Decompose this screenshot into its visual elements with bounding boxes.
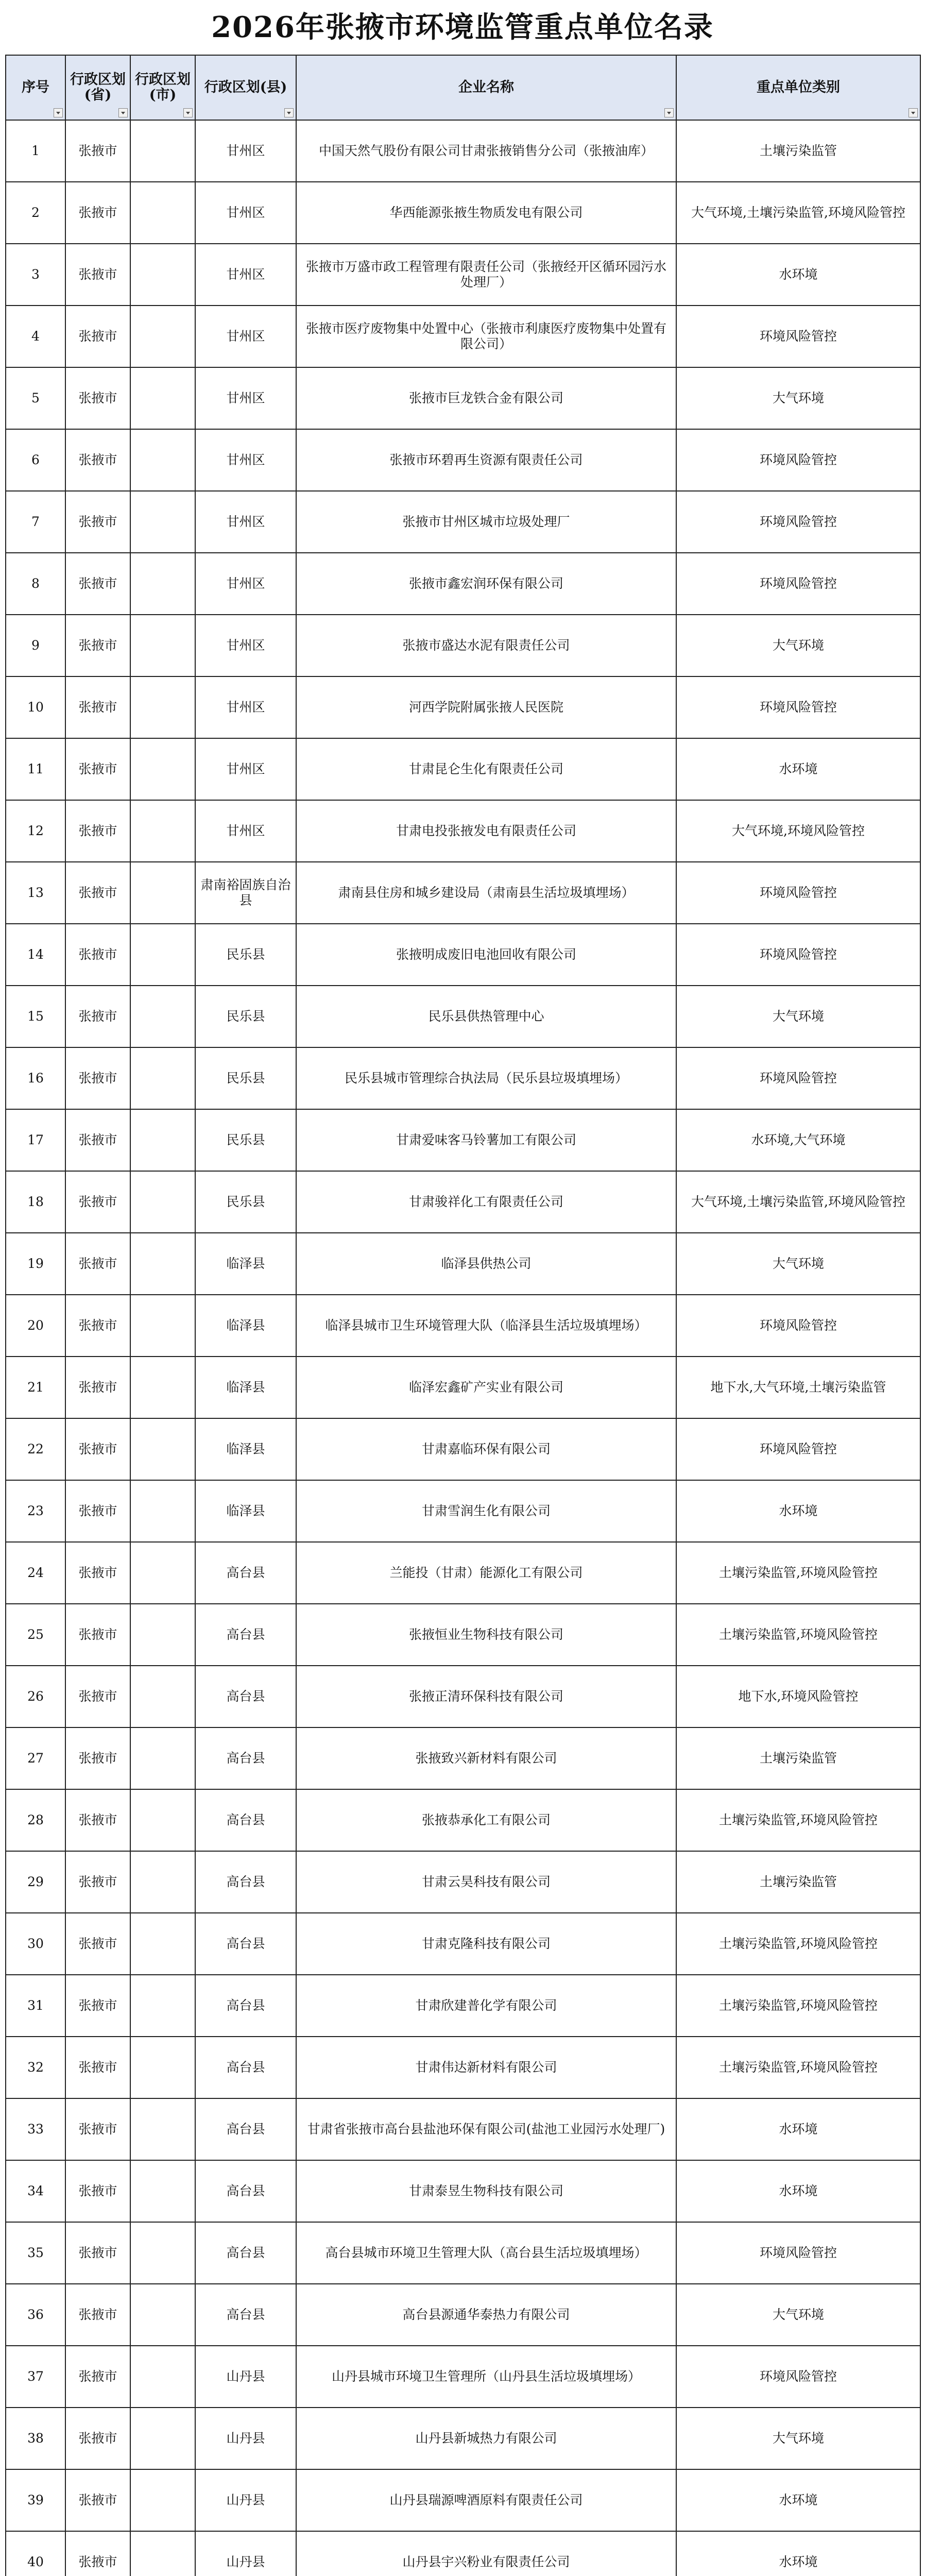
cell-county[interactable]: 甘州区 xyxy=(195,615,296,676)
cell-province[interactable]: 张掖市 xyxy=(65,1913,130,1975)
cell-province[interactable]: 张掖市 xyxy=(65,1295,130,1357)
cell-category[interactable]: 大气环境 xyxy=(676,986,920,1047)
cell-city[interactable] xyxy=(130,1171,195,1233)
cell-category[interactable]: 环境风险管控 xyxy=(676,553,920,615)
cell-city[interactable] xyxy=(130,1666,195,1727)
cell-no[interactable]: 16 xyxy=(6,1047,65,1109)
cell-city[interactable] xyxy=(130,2037,195,2098)
cell-category[interactable]: 土壤污染监管,环境风险管控 xyxy=(676,1789,920,1851)
cell-no[interactable]: 20 xyxy=(6,1295,65,1357)
cell-city[interactable] xyxy=(130,367,195,429)
cell-category[interactable]: 土壤污染监管 xyxy=(676,1727,920,1789)
cell-category[interactable]: 水环境 xyxy=(676,2160,920,2222)
cell-province[interactable]: 张掖市 xyxy=(65,2222,130,2284)
cell-category[interactable]: 土壤污染监管 xyxy=(676,120,920,182)
cell-no[interactable]: 27 xyxy=(6,1727,65,1789)
cell-no[interactable]: 40 xyxy=(6,2531,65,2576)
cell-county[interactable]: 民乐县 xyxy=(195,1047,296,1109)
cell-no[interactable]: 26 xyxy=(6,1666,65,1727)
table-row xyxy=(6,2098,920,2160)
table-row xyxy=(6,367,920,429)
cell-city[interactable] xyxy=(130,2284,195,2346)
cell-company[interactable]: 中国天然气股份有限公司甘肃张掖销售分公司（张掖油库） xyxy=(296,120,676,182)
cell-province[interactable]: 张掖市 xyxy=(65,986,130,1047)
cell-county[interactable]: 甘州区 xyxy=(195,367,296,429)
cell-no[interactable]: 13 xyxy=(6,862,65,924)
cell-county[interactable]: 高台县 xyxy=(195,1727,296,1789)
cell-company[interactable]: 民乐县城市管理综合执法局（民乐县垃圾填埋场） xyxy=(296,1047,676,1109)
table-row xyxy=(6,2408,920,2469)
cell-county[interactable]: 甘州区 xyxy=(195,676,296,738)
cell-category[interactable]: 水环境 xyxy=(676,2469,920,2531)
cell-province[interactable]: 张掖市 xyxy=(65,367,130,429)
filter-dropdown-icon[interactable] xyxy=(54,108,63,117)
cell-province[interactable]: 张掖市 xyxy=(65,924,130,986)
cell-province[interactable]: 张掖市 xyxy=(65,1233,130,1295)
cell-city[interactable] xyxy=(130,182,195,244)
cell-province[interactable]: 张掖市 xyxy=(65,2346,130,2408)
cell-county[interactable]: 高台县 xyxy=(195,2284,296,2346)
cell-company[interactable]: 张掖市万盛市政工程管理有限责任公司（张掖经开区循环园污水处理厂） xyxy=(296,244,676,306)
header-company[interactable]: 企业名称 xyxy=(296,55,676,120)
cell-category[interactable]: 大气环境,环境风险管控 xyxy=(676,800,920,862)
cell-county[interactable]: 甘州区 xyxy=(195,120,296,182)
cell-category[interactable]: 水环境 xyxy=(676,2531,920,2576)
filter-dropdown-icon[interactable] xyxy=(909,108,918,117)
table-row xyxy=(6,1233,920,1295)
cell-company[interactable]: 临泽县城市卫生环境管理大队（临泽县生活垃圾填埋场） xyxy=(296,1295,676,1357)
cell-no[interactable]: 2 xyxy=(6,182,65,244)
cell-no[interactable]: 15 xyxy=(6,986,65,1047)
cell-category[interactable]: 土壤污染监管,环境风险管控 xyxy=(676,1542,920,1604)
table-row xyxy=(6,738,920,800)
cell-city[interactable] xyxy=(130,1295,195,1357)
cell-city[interactable] xyxy=(130,553,195,615)
header-no[interactable]: 序号 xyxy=(6,55,65,120)
table-row xyxy=(6,2037,920,2098)
cell-company[interactable]: 甘肃欣建普化学有限公司 xyxy=(296,1975,676,2037)
table-row xyxy=(6,244,920,306)
cell-county[interactable]: 民乐县 xyxy=(195,986,296,1047)
cell-city[interactable] xyxy=(130,1542,195,1604)
cell-county[interactable]: 肃南裕固族自治县 xyxy=(195,862,296,924)
cell-category[interactable]: 大气环境,土壤污染监管,环境风险管控 xyxy=(676,182,920,244)
cell-province[interactable]: 张掖市 xyxy=(65,1418,130,1480)
cell-province[interactable]: 张掖市 xyxy=(65,491,130,553)
table-body xyxy=(6,120,920,2576)
cell-province[interactable]: 张掖市 xyxy=(65,1604,130,1666)
cell-county[interactable]: 山丹县 xyxy=(195,2408,296,2469)
table-row xyxy=(6,1666,920,1727)
cell-category[interactable]: 环境风险管控 xyxy=(676,491,920,553)
cell-city[interactable] xyxy=(130,862,195,924)
cell-province[interactable]: 张掖市 xyxy=(65,1975,130,2037)
cell-county[interactable]: 甘州区 xyxy=(195,306,296,367)
table-row xyxy=(6,1913,920,1975)
table-row xyxy=(6,182,920,244)
cell-company[interactable]: 肃南县住房和城乡建设局（肃南县生活垃圾填埋场） xyxy=(296,862,676,924)
cell-no[interactable]: 7 xyxy=(6,491,65,553)
cell-category[interactable]: 环境风险管控 xyxy=(676,1295,920,1357)
cell-city[interactable] xyxy=(130,615,195,676)
cell-city[interactable] xyxy=(130,120,195,182)
filter-dropdown-icon[interactable] xyxy=(284,108,294,117)
cell-county[interactable]: 高台县 xyxy=(195,2098,296,2160)
table-row xyxy=(6,862,920,924)
header-county[interactable]: 行政区划(县) xyxy=(195,55,296,120)
cell-county[interactable]: 高台县 xyxy=(195,1975,296,2037)
cell-company[interactable]: 甘肃泰昱生物科技有限公司 xyxy=(296,2160,676,2222)
cell-no[interactable]: 25 xyxy=(6,1604,65,1666)
cell-company[interactable]: 华西能源张掖生物质发电有限公司 xyxy=(296,182,676,244)
table-row xyxy=(6,2469,920,2531)
cell-no[interactable]: 3 xyxy=(6,244,65,306)
cell-category[interactable]: 土壤污染监管,环境风险管控 xyxy=(676,1604,920,1666)
table-row xyxy=(6,1171,920,1233)
header-city[interactable]: 行政区划(市) xyxy=(130,55,195,120)
cell-county[interactable]: 甘州区 xyxy=(195,244,296,306)
cell-company[interactable]: 张掖市巨龙铁合金有限公司 xyxy=(296,367,676,429)
cell-city[interactable] xyxy=(130,306,195,367)
cell-province[interactable]: 张掖市 xyxy=(65,553,130,615)
cell-category[interactable]: 环境风险管控 xyxy=(676,924,920,986)
cell-city[interactable] xyxy=(130,1418,195,1480)
cell-no[interactable]: 33 xyxy=(6,2098,65,2160)
cell-city[interactable] xyxy=(130,1233,195,1295)
cell-county[interactable]: 山丹县 xyxy=(195,2346,296,2408)
cell-city[interactable] xyxy=(130,800,195,862)
cell-no[interactable]: 12 xyxy=(6,800,65,862)
cell-city[interactable] xyxy=(130,2531,195,2576)
cell-category[interactable]: 环境风险管控 xyxy=(676,676,920,738)
cell-province[interactable]: 张掖市 xyxy=(65,1047,130,1109)
cell-city[interactable] xyxy=(130,1604,195,1666)
table-row xyxy=(6,1542,920,1604)
cell-county[interactable]: 山丹县 xyxy=(195,2469,296,2531)
cell-category[interactable]: 环境风险管控 xyxy=(676,429,920,491)
cell-county[interactable]: 甘州区 xyxy=(195,491,296,553)
cell-no[interactable]: 1 xyxy=(6,120,65,182)
cell-city[interactable] xyxy=(130,1727,195,1789)
cell-company[interactable]: 张掖恭承化工有限公司 xyxy=(296,1789,676,1851)
header-category[interactable]: 重点单位类别 xyxy=(676,55,920,120)
cell-category[interactable]: 地下水,环境风险管控 xyxy=(676,1666,920,1727)
cell-county[interactable]: 高台县 xyxy=(195,2037,296,2098)
cell-province[interactable]: 张掖市 xyxy=(65,676,130,738)
cell-category[interactable]: 环境风险管控 xyxy=(676,862,920,924)
cell-city[interactable] xyxy=(130,2408,195,2469)
cell-city[interactable] xyxy=(130,1913,195,1975)
cell-county[interactable]: 高台县 xyxy=(195,1789,296,1851)
cell-city[interactable] xyxy=(130,491,195,553)
cell-city[interactable] xyxy=(130,1975,195,2037)
cell-category[interactable]: 环境风险管控 xyxy=(676,306,920,367)
cell-company[interactable]: 张掖明成废旧电池回收有限公司 xyxy=(296,924,676,986)
cell-city[interactable] xyxy=(130,244,195,306)
table-row xyxy=(6,1357,920,1418)
cell-no[interactable]: 24 xyxy=(6,1542,65,1604)
table-row xyxy=(6,553,920,615)
cell-company[interactable]: 兰能投（甘肃）能源化工有限公司 xyxy=(296,1542,676,1604)
cell-no[interactable]: 39 xyxy=(6,2469,65,2531)
cell-category[interactable]: 环境风险管控 xyxy=(676,2346,920,2408)
cell-county[interactable]: 临泽县 xyxy=(195,1480,296,1542)
cell-company[interactable]: 民乐县供热管理中心 xyxy=(296,986,676,1047)
cell-company[interactable]: 高台县城市环境卫生管理大队（高台县生活垃圾填埋场） xyxy=(296,2222,676,2284)
cell-province[interactable]: 张掖市 xyxy=(65,1542,130,1604)
table-row xyxy=(6,2531,920,2576)
cell-no[interactable]: 30 xyxy=(6,1913,65,1975)
cell-city[interactable] xyxy=(130,1109,195,1171)
cell-city[interactable] xyxy=(130,1357,195,1418)
cell-company[interactable]: 甘肃伟达新材料有限公司 xyxy=(296,2037,676,2098)
cell-company[interactable]: 张掖致兴新材料有限公司 xyxy=(296,1727,676,1789)
table-row xyxy=(6,429,920,491)
table-row xyxy=(6,1418,920,1480)
cell-county[interactable]: 民乐县 xyxy=(195,924,296,986)
cell-company[interactable]: 临泽宏鑫矿产实业有限公司 xyxy=(296,1357,676,1418)
table-row xyxy=(6,120,920,182)
cell-no[interactable]: 9 xyxy=(6,615,65,676)
cell-province[interactable]: 张掖市 xyxy=(65,120,130,182)
cell-category[interactable]: 水环境 xyxy=(676,1480,920,1542)
cell-county[interactable]: 高台县 xyxy=(195,1604,296,1666)
cell-city[interactable] xyxy=(130,1480,195,1542)
cell-no[interactable]: 4 xyxy=(6,306,65,367)
filter-dropdown-icon[interactable] xyxy=(183,108,193,117)
cell-county[interactable]: 临泽县 xyxy=(195,1295,296,1357)
cell-city[interactable] xyxy=(130,1789,195,1851)
cell-city[interactable] xyxy=(130,738,195,800)
cell-county[interactable]: 甘州区 xyxy=(195,429,296,491)
cell-city[interactable] xyxy=(130,2222,195,2284)
cell-company[interactable]: 山丹县新城热力有限公司 xyxy=(296,2408,676,2469)
cell-company[interactable]: 甘肃雪润生化有限公司 xyxy=(296,1480,676,1542)
cell-category[interactable]: 大气环境 xyxy=(676,615,920,676)
table-row xyxy=(6,1851,920,1913)
cell-company[interactable]: 山丹县瑞源啤酒原料有限责任公司 xyxy=(296,2469,676,2531)
cell-company[interactable]: 甘肃电投张掖发电有限责任公司 xyxy=(296,800,676,862)
cell-province[interactable]: 张掖市 xyxy=(65,2284,130,2346)
table-row xyxy=(6,986,920,1047)
cell-city[interactable] xyxy=(130,2346,195,2408)
cell-province[interactable]: 张掖市 xyxy=(65,2098,130,2160)
cell-category[interactable]: 水环境 xyxy=(676,244,920,306)
cell-county[interactable]: 临泽县 xyxy=(195,1418,296,1480)
cell-company[interactable]: 甘肃克隆科技有限公司 xyxy=(296,1913,676,1975)
cell-province[interactable]: 张掖市 xyxy=(65,306,130,367)
cell-no[interactable]: 38 xyxy=(6,2408,65,2469)
cell-category[interactable]: 大气环境 xyxy=(676,1233,920,1295)
table-row xyxy=(6,615,920,676)
cell-province[interactable]: 张掖市 xyxy=(65,800,130,862)
cell-category[interactable]: 大气环境,土壤污染监管,环境风险管控 xyxy=(676,1171,920,1233)
cell-category[interactable]: 大气环境 xyxy=(676,2284,920,2346)
cell-county[interactable]: 高台县 xyxy=(195,1913,296,1975)
cell-company[interactable]: 张掖市环碧再生资源有限责任公司 xyxy=(296,429,676,491)
cell-province[interactable]: 张掖市 xyxy=(65,2469,130,2531)
cell-no[interactable]: 21 xyxy=(6,1357,65,1418)
cell-province[interactable]: 张掖市 xyxy=(65,2160,130,2222)
cell-no[interactable]: 32 xyxy=(6,2037,65,2098)
cell-province[interactable]: 张掖市 xyxy=(65,1357,130,1418)
cell-company[interactable]: 山丹县宇兴粉业有限责任公司 xyxy=(296,2531,676,2576)
table-row xyxy=(6,1047,920,1109)
cell-city[interactable] xyxy=(130,429,195,491)
table-row xyxy=(6,1295,920,1357)
cell-no[interactable]: 28 xyxy=(6,1789,65,1851)
table-row xyxy=(6,1789,920,1851)
cell-county[interactable]: 临泽县 xyxy=(195,1233,296,1295)
cell-no[interactable]: 5 xyxy=(6,367,65,429)
cell-county[interactable]: 甘州区 xyxy=(195,182,296,244)
cell-no[interactable]: 34 xyxy=(6,2160,65,2222)
cell-province[interactable]: 张掖市 xyxy=(65,1480,130,1542)
cell-province[interactable]: 张掖市 xyxy=(65,615,130,676)
cell-city[interactable] xyxy=(130,986,195,1047)
cell-category[interactable]: 水环境 xyxy=(676,738,920,800)
table-row xyxy=(6,676,920,738)
cell-province[interactable]: 张掖市 xyxy=(65,2037,130,2098)
table-row xyxy=(6,1727,920,1789)
cell-no[interactable]: 8 xyxy=(6,553,65,615)
cell-county[interactable]: 临泽县 xyxy=(195,1357,296,1418)
cell-company[interactable]: 甘肃爱味客马铃薯加工有限公司 xyxy=(296,1109,676,1171)
cell-category[interactable]: 水环境,大气环境 xyxy=(676,1109,920,1171)
cell-category[interactable]: 大气环境 xyxy=(676,2408,920,2469)
cell-city[interactable] xyxy=(130,1851,195,1913)
cell-company[interactable]: 甘肃骏祥化工有限责任公司 xyxy=(296,1171,676,1233)
cell-province[interactable]: 张掖市 xyxy=(65,2408,130,2469)
cell-company[interactable]: 张掖正清环保科技有限公司 xyxy=(296,1666,676,1727)
cell-category[interactable]: 环境风险管控 xyxy=(676,2222,920,2284)
cell-company[interactable]: 张掖市盛达水泥有限责任公司 xyxy=(296,615,676,676)
cell-city[interactable] xyxy=(130,676,195,738)
cell-company[interactable]: 张掖市医疗废物集中处置中心（张掖市利康医疗废物集中处置有限公司） xyxy=(296,306,676,367)
cell-no[interactable]: 36 xyxy=(6,2284,65,2346)
cell-county[interactable]: 甘州区 xyxy=(195,553,296,615)
filter-dropdown-icon[interactable] xyxy=(118,108,128,117)
cell-province[interactable]: 张掖市 xyxy=(65,244,130,306)
cell-province[interactable]: 张掖市 xyxy=(65,1727,130,1789)
cell-province[interactable]: 张掖市 xyxy=(65,1789,130,1851)
table-header-row xyxy=(6,55,920,120)
table-row xyxy=(6,1480,920,1542)
cell-no[interactable]: 37 xyxy=(6,2346,65,2408)
cell-province[interactable]: 张掖市 xyxy=(65,1109,130,1171)
cell-category[interactable]: 土壤污染监管,环境风险管控 xyxy=(676,2037,920,2098)
table-row xyxy=(6,1109,920,1171)
cell-category[interactable]: 地下水,大气环境,土壤污染监管 xyxy=(676,1357,920,1418)
table-row xyxy=(6,1975,920,2037)
cell-county[interactable]: 高台县 xyxy=(195,2160,296,2222)
cell-no[interactable]: 11 xyxy=(6,738,65,800)
table-row xyxy=(6,2222,920,2284)
table-row xyxy=(6,2284,920,2346)
cell-company[interactable]: 山丹县城市环境卫生管理所（山丹县生活垃圾填埋场） xyxy=(296,2346,676,2408)
cell-category[interactable]: 土壤污染监管 xyxy=(676,1851,920,1913)
cell-city[interactable] xyxy=(130,2469,195,2531)
table-row xyxy=(6,1604,920,1666)
cell-county[interactable]: 高台县 xyxy=(195,1851,296,1913)
table-row xyxy=(6,306,920,367)
cell-no[interactable]: 31 xyxy=(6,1975,65,2037)
table-row xyxy=(6,2160,920,2222)
cell-no[interactable]: 29 xyxy=(6,1851,65,1913)
cell-province[interactable]: 张掖市 xyxy=(65,2531,130,2576)
cell-province[interactable]: 张掖市 xyxy=(65,1171,130,1233)
cell-county[interactable]: 高台县 xyxy=(195,2222,296,2284)
table-row xyxy=(6,491,920,553)
cell-company[interactable]: 甘肃省张掖市高台县盐池环保有限公司(盐池工业园污水处理厂) xyxy=(296,2098,676,2160)
cell-county[interactable]: 甘州区 xyxy=(195,800,296,862)
cell-category[interactable]: 水环境 xyxy=(676,2098,920,2160)
cell-no[interactable]: 35 xyxy=(6,2222,65,2284)
cell-no[interactable]: 10 xyxy=(6,676,65,738)
cell-province[interactable]: 张掖市 xyxy=(65,182,130,244)
cell-county[interactable]: 甘州区 xyxy=(195,738,296,800)
cell-category[interactable]: 环境风险管控 xyxy=(676,1047,920,1109)
cell-county[interactable]: 山丹县 xyxy=(195,2531,296,2576)
cell-province[interactable]: 张掖市 xyxy=(65,1666,130,1727)
cell-province[interactable]: 张掖市 xyxy=(65,1851,130,1913)
cell-no[interactable]: 22 xyxy=(6,1418,65,1480)
table-row xyxy=(6,2346,920,2408)
cell-no[interactable]: 23 xyxy=(6,1480,65,1542)
cell-no[interactable]: 19 xyxy=(6,1233,65,1295)
cell-province[interactable]: 张掖市 xyxy=(65,738,130,800)
cell-city[interactable] xyxy=(130,924,195,986)
cell-city[interactable] xyxy=(130,1047,195,1109)
cell-company[interactable]: 张掖恒业生物科技有限公司 xyxy=(296,1604,676,1666)
cell-category[interactable]: 大气环境 xyxy=(676,367,920,429)
cell-category[interactable]: 土壤污染监管,环境风险管控 xyxy=(676,1975,920,2037)
cell-category[interactable]: 环境风险管控 xyxy=(676,1418,920,1480)
cell-city[interactable] xyxy=(130,2098,195,2160)
cell-company[interactable]: 临泽县供热公司 xyxy=(296,1233,676,1295)
page-title: 2026年张掖市环境监管重点单位名录 xyxy=(211,10,714,44)
cell-category[interactable]: 土壤污染监管,环境风险管控 xyxy=(676,1913,920,1975)
cell-no[interactable]: 18 xyxy=(6,1171,65,1233)
cell-county[interactable]: 民乐县 xyxy=(195,1171,296,1233)
table-row xyxy=(6,800,920,862)
cell-company[interactable]: 张掖市甘州区城市垃圾处理厂 xyxy=(296,491,676,553)
cell-city[interactable] xyxy=(130,2160,195,2222)
cell-province[interactable]: 张掖市 xyxy=(65,429,130,491)
cell-company[interactable]: 河西学院附属张掖人民医院 xyxy=(296,676,676,738)
cell-county[interactable]: 高台县 xyxy=(195,1542,296,1604)
units-table xyxy=(5,55,921,2576)
cell-company[interactable]: 高台县源通华泰热力有限公司 xyxy=(296,2284,676,2346)
cell-no[interactable]: 6 xyxy=(6,429,65,491)
cell-company[interactable]: 甘肃云昊科技有限公司 xyxy=(296,1851,676,1913)
header-province[interactable]: 行政区划(省) xyxy=(65,55,130,120)
cell-company[interactable]: 甘肃嘉临环保有限公司 xyxy=(296,1418,676,1480)
cell-company[interactable]: 甘肃昆仑生化有限责任公司 xyxy=(296,738,676,800)
cell-county[interactable]: 高台县 xyxy=(195,1666,296,1727)
cell-company[interactable]: 张掖市鑫宏润环保有限公司 xyxy=(296,553,676,615)
cell-no[interactable]: 14 xyxy=(6,924,65,986)
cell-province[interactable]: 张掖市 xyxy=(65,862,130,924)
cell-county[interactable]: 民乐县 xyxy=(195,1109,296,1171)
filter-dropdown-icon[interactable] xyxy=(664,108,674,117)
cell-no[interactable]: 17 xyxy=(6,1109,65,1171)
table-row xyxy=(6,924,920,986)
